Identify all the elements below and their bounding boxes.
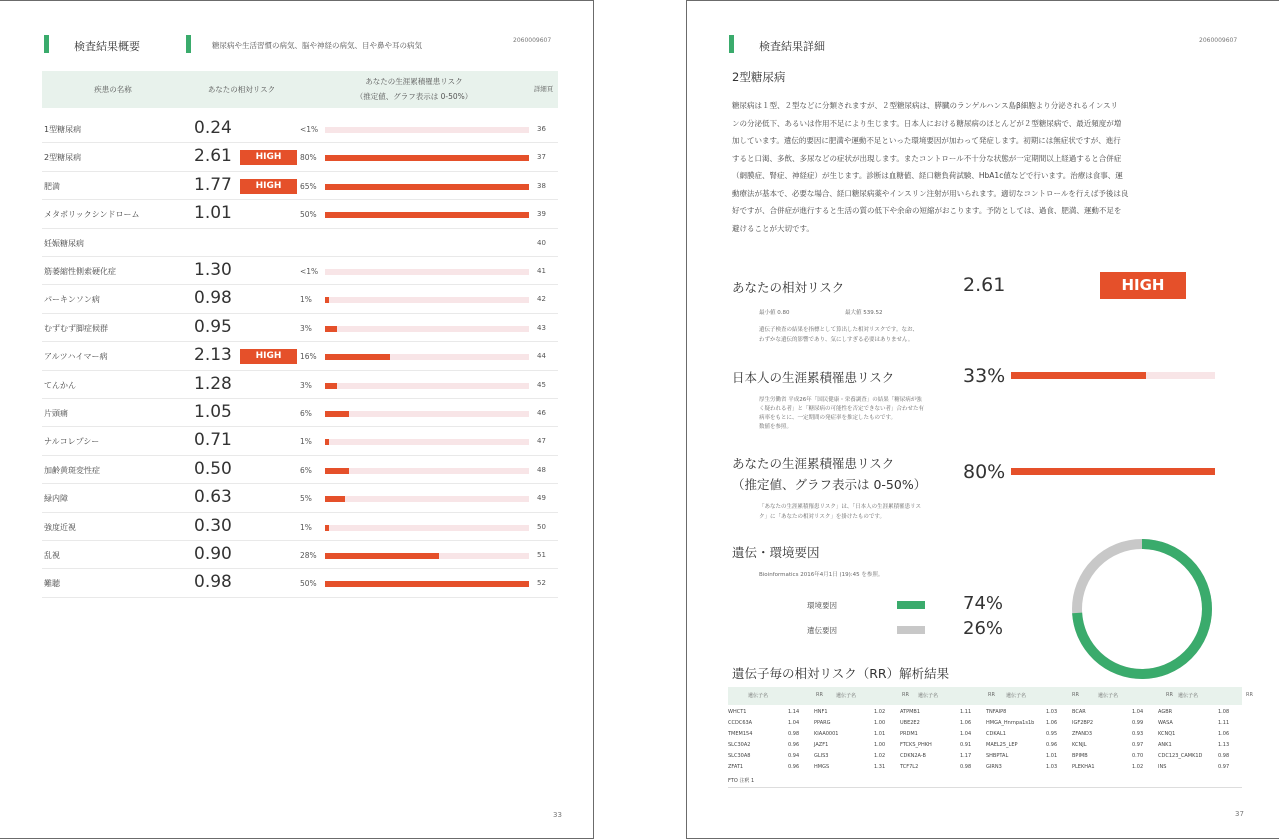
gene-table-header xyxy=(728,687,1253,705)
gene-rr-cell: 1.01 xyxy=(1046,753,1058,759)
rr-col-header: RR xyxy=(988,692,995,698)
lifetime-risk-percent: 3% xyxy=(300,380,312,390)
table-row xyxy=(42,200,558,228)
rr-col-header: RR xyxy=(1166,692,1173,698)
right-page xyxy=(686,0,1279,839)
gene-name-cell: JAZF1 xyxy=(814,742,829,748)
relative-risk-value: 0.71 xyxy=(194,430,232,451)
gene-name-cell: TCF7L2 xyxy=(900,764,919,770)
table-row xyxy=(42,541,558,569)
table-row xyxy=(42,172,558,200)
detail-page-link[interactable]: 45 xyxy=(537,380,546,389)
relative-risk-value: 0.95 xyxy=(194,316,232,337)
lifetime-risk-percent: 1% xyxy=(300,437,312,447)
genetic-env-label: 遺伝・環境要因 xyxy=(732,545,820,560)
disease-name: 片頭痛 xyxy=(44,409,68,418)
gene-rr-cell: 1.17 xyxy=(960,753,972,759)
table-row xyxy=(42,513,558,541)
lifetime-risk-percent: <1% xyxy=(300,125,319,134)
detail-page-link[interactable]: 41 xyxy=(537,267,546,275)
lifetime-risk-track xyxy=(325,184,529,190)
gene-rr-cell: 1.01 xyxy=(874,731,886,737)
relative-risk-value: 1.30 xyxy=(194,260,232,280)
gene-name-cell: ATPMB1 xyxy=(900,709,921,715)
gene-rr-cell: 0.96 xyxy=(788,742,800,748)
gene-name-cell: HMGA_Hnrnpa1s1b xyxy=(986,720,1035,726)
gene-name-cell: PLEKHA1 xyxy=(1072,764,1095,770)
detail-page-link[interactable]: 40 xyxy=(537,238,546,247)
lifetime-risk-track xyxy=(325,525,529,531)
document-id: 2060009607 xyxy=(513,37,552,44)
relative-risk-value: 2.13 xyxy=(194,345,232,366)
gene-rr-cell: 0.99 xyxy=(1132,720,1144,726)
your-risk-track xyxy=(1011,468,1215,475)
table-row xyxy=(42,484,558,512)
lifetime-risk-percent: 80% xyxy=(300,153,317,163)
gene-name-cell: GIRN3 xyxy=(986,764,1002,770)
gene-rr-cell: 1.04 xyxy=(960,731,972,737)
table-row xyxy=(42,427,558,455)
gene-name-cell: CDC123_CAMK1D xyxy=(1158,753,1203,759)
rr-col-header: RR xyxy=(1072,692,1079,698)
detail-page-link[interactable]: 48 xyxy=(537,465,546,474)
disease-name: 1型糖尿病 xyxy=(44,125,82,134)
lifetime-risk-track xyxy=(325,383,529,389)
lifetime-risk-track xyxy=(325,127,529,133)
lifetime-risk-percent: 65% xyxy=(300,181,317,191)
gene-name-cell: AGBR xyxy=(1158,709,1173,715)
table-row xyxy=(42,285,558,313)
gene-name-cell: CDKN2A-B xyxy=(900,753,926,759)
lifetime-risk-track xyxy=(325,297,529,303)
table-row xyxy=(42,569,558,597)
gene-name-cell: SHBPTAL xyxy=(986,753,1009,759)
title-accent-bar xyxy=(44,35,49,53)
disease-name: 加齢黄斑変性症 xyxy=(44,465,100,475)
gene-rr-cell: 0.96 xyxy=(788,764,800,770)
detail-page-link[interactable]: 36 xyxy=(537,125,546,133)
gene-name-cell: BCAR xyxy=(1072,709,1086,715)
gene-rr-cell: 1.08 xyxy=(1218,709,1230,715)
relative-risk-value: 0.30 xyxy=(194,515,232,536)
gene-name-cell: IGF2BP2 xyxy=(1072,720,1094,726)
your-risk-note-2: ク」に「あなたの相対リスク」を掛けたものです。 xyxy=(759,514,885,520)
max-value-label xyxy=(845,309,883,318)
disease-name: 肥満 xyxy=(44,181,60,191)
gene-name-cell: KCNJL xyxy=(1072,742,1087,748)
relative-risk-value: 0.98 xyxy=(194,288,232,309)
description-line: すると口渇、多飲、多尿などの症状が出現します。またコントロール不十分な状態が一定期間以上経過すると合併症 xyxy=(732,153,1122,163)
header-lifetime-risk-line1: あなたの生涯累積罹患リスク xyxy=(365,77,463,86)
gene-name-cell: PRDM1 xyxy=(900,731,918,737)
lifetime-risk-percent: 5% xyxy=(300,494,312,504)
detail-page-link[interactable]: 47 xyxy=(537,437,546,446)
gene-rr-cell: 1.06 xyxy=(1218,731,1230,737)
gene-name-cell: CDKAL1 xyxy=(986,731,1006,737)
header-detail-page: 詳細頁 xyxy=(533,85,554,93)
gene-rr-cell: 1.06 xyxy=(1046,720,1058,726)
lifetime-risk-percent: <1% xyxy=(300,267,319,276)
japanese-risk-value: 33% xyxy=(963,365,1006,387)
disease-name: 難聴 xyxy=(44,579,60,589)
gene-name-cell: PPARG xyxy=(814,720,831,726)
gene-table-footnote: FTO 注釈 1 xyxy=(728,778,755,784)
detail-page-link[interactable]: 42 xyxy=(537,295,546,304)
gene-rr-cell: 1.00 xyxy=(874,742,886,748)
gene-name-cell: CCDC63A xyxy=(728,720,753,726)
lifetime-risk-track xyxy=(325,326,529,332)
env-factor-value: 74% xyxy=(963,593,1004,614)
gene-name-cell: MAEL25_LEP xyxy=(986,742,1018,748)
gene-rr-cell: 0.97 xyxy=(1132,742,1144,748)
relative-risk-note-2: わずかな遺伝的影響であり、気にしすぎる必要はありません。 xyxy=(759,337,914,343)
lifetime-risk-track xyxy=(325,439,529,445)
gene-name-cell: BPIMB xyxy=(1072,753,1088,759)
table-row xyxy=(42,229,558,257)
lifetime-risk-fill xyxy=(325,383,337,389)
relative-risk-value: 0.90 xyxy=(194,544,232,564)
high-badge: HIGH xyxy=(240,179,297,194)
table-row xyxy=(42,257,558,285)
min-label: 最小値 xyxy=(759,310,776,316)
gene-name-cell: SLC30A8 xyxy=(728,753,751,759)
gene-name-cell: ANK1 xyxy=(1158,742,1172,748)
detail-page-link[interactable]: 51 xyxy=(537,551,546,559)
your-risk-label-2: （推定値、グラフ表示は 0-50%） xyxy=(732,477,927,492)
lifetime-risk-track xyxy=(325,496,529,502)
max-value: 539.52 xyxy=(863,310,883,316)
japanese-risk-note-2: く疑われる者」と「糖尿病の可能性を否定できない者」合わせた有 xyxy=(759,406,925,412)
gene-name-cell: GLIS3 xyxy=(814,753,829,759)
relative-risk-value: 0.24 xyxy=(194,118,232,138)
table-row xyxy=(42,115,558,143)
env-factor-swatch xyxy=(897,601,925,609)
left-page xyxy=(0,0,594,839)
disease-name: 妊娠糖尿病 xyxy=(44,238,84,248)
max-label: 最大値 xyxy=(845,310,862,316)
table-row xyxy=(42,342,558,370)
gene-rr-cell: 1.13 xyxy=(1218,742,1230,748)
gene-rr-cell: 0.91 xyxy=(960,742,972,748)
gene-rr-cell: 1.03 xyxy=(1046,709,1058,715)
table-header xyxy=(42,71,558,108)
description-line: 加しています。遺伝的要因に肥満や運動不足といった環境要因が加わって発症します。初期には無症状ですが、進行 xyxy=(732,136,1121,145)
gene-table-divider xyxy=(728,787,1242,788)
relative-risk-value: 0.98 xyxy=(194,572,232,593)
relative-risk-value: 1.28 xyxy=(194,373,232,394)
lifetime-risk-track xyxy=(325,411,529,417)
gene-col-header: 遺伝子名 xyxy=(918,693,939,699)
gene-rr-cell: 0.98 xyxy=(1218,753,1230,759)
japanese-risk-note-4: 数値を参照。 xyxy=(759,424,793,430)
gene-name-cell: SLC30A2 xyxy=(728,742,751,748)
table-row xyxy=(42,399,558,427)
relative-risk-value: 1.05 xyxy=(194,402,232,422)
high-badge: HIGH xyxy=(1100,272,1186,299)
lifetime-risk-fill xyxy=(325,496,345,502)
detail-page-link[interactable]: 49 xyxy=(537,494,546,503)
relative-risk-value: 2.61 xyxy=(963,274,1006,296)
lifetime-risk-track xyxy=(325,354,529,360)
gene-rr-cell: 0.97 xyxy=(1218,764,1230,770)
header-relative-risk: あなたの相対リスク xyxy=(207,85,276,94)
lifetime-risk-fill xyxy=(325,553,439,559)
japanese-risk-note-3: 病率をもとに、一定期間の発症率を推定したものです。 xyxy=(759,415,897,421)
disease-name: メタボリックシンドローム xyxy=(44,210,140,220)
disease-name: ナルコレプシー xyxy=(44,437,100,447)
genetic-env-source: Bioinformatics 2016年4月1日 (19):45 を参照。 xyxy=(759,572,884,578)
header-lifetime-risk-line2: （推定値、グラフ表示は 0-50%） xyxy=(355,92,473,101)
table-row xyxy=(42,143,558,171)
description-line: 好ですが、合併症が進行すると生活の質の低下や余命の短縮がおこります。予防としては、過食、肥満、運動不足を xyxy=(732,206,1122,215)
lifetime-risk-track xyxy=(325,269,529,275)
gene-name-cell: KIAA0001 xyxy=(814,731,839,737)
your-risk-fill xyxy=(1011,468,1215,475)
description-line: 避けることが大切です。 xyxy=(732,223,814,233)
lifetime-risk-fill xyxy=(325,439,329,445)
lifetime-risk-track xyxy=(325,212,529,218)
lifetime-risk-percent: 28% xyxy=(300,551,317,560)
lifetime-risk-track xyxy=(325,581,529,587)
page-subtitle: 糖尿病や生活習慣の病気、脳や神経の病気、目や鼻や耳の病気 xyxy=(212,41,422,50)
gen-factor-label: 遺伝要因 xyxy=(807,626,837,635)
japanese-risk-track xyxy=(1011,372,1215,379)
your-risk-label-1: あなたの生涯累積罹患リスク xyxy=(732,456,895,471)
gene-rr-cell: 1.00 xyxy=(874,720,886,726)
japanese-risk-label: 日本人の生涯累積罹患リスク xyxy=(732,370,895,385)
lifetime-risk-percent: 6% xyxy=(300,465,312,475)
table-row xyxy=(42,456,558,484)
gene-rr-cell: 0.93 xyxy=(1132,731,1144,737)
gene-rr-cell: 1.14 xyxy=(788,709,800,715)
relative-risk-value: 0.50 xyxy=(194,458,232,479)
lifetime-risk-percent: 1% xyxy=(300,522,312,532)
detail-page-link[interactable]: 52 xyxy=(537,579,546,588)
relative-risk-note-1: 遺伝子検査の結果を指標として算出した相対リスクです。なお、 xyxy=(759,327,918,333)
description-line: （網膜症、腎症、神経症）が生じます。診断は血糖値、経口糖負荷試験、HbA1c値などで行います。治療は食事、運 xyxy=(732,171,1123,180)
lifetime-risk-track xyxy=(325,553,529,559)
gene-name-cell: TMEM154 xyxy=(728,731,753,737)
lifetime-risk-track xyxy=(325,155,529,161)
lifetime-risk-fill xyxy=(325,525,329,531)
lifetime-risk-percent: 50% xyxy=(300,579,317,589)
lifetime-risk-fill xyxy=(325,297,329,303)
gene-name-cell: HMGS xyxy=(814,764,830,770)
disease-name: 緑内障 xyxy=(44,494,68,504)
gene-name-cell: INS xyxy=(1158,764,1167,770)
high-badge: HIGH xyxy=(240,349,297,364)
disease-name: 2型糖尿病 xyxy=(44,153,82,163)
rr-col-header: RR xyxy=(1246,692,1253,698)
gene-rr-cell: 0.98 xyxy=(788,731,800,737)
table-row xyxy=(42,371,558,399)
disease-name: 乱視 xyxy=(44,551,60,560)
disease-name: アルツハイマー病 xyxy=(44,352,108,362)
relative-risk-value: 1.77 xyxy=(194,174,232,195)
gene-rr-cell: 1.03 xyxy=(1046,764,1058,770)
description-line: 動療法が基本で、必要な場合、経口糖尿病薬やインスリン注射が用いられます。適切なコントロールを行えば予後は良 xyxy=(732,188,1129,198)
lifetime-risk-track xyxy=(325,468,529,474)
gen-factor-swatch xyxy=(897,626,925,634)
gene-rr-cell: 1.11 xyxy=(960,709,972,715)
gene-rr-cell: 1.04 xyxy=(788,720,800,726)
lifetime-risk-percent: 50% xyxy=(300,210,317,220)
gen-factor-value: 26% xyxy=(963,618,1004,639)
disease-name: 2型糖尿病 xyxy=(732,70,786,84)
description-line: 糖尿病は１型、２型などに分類されますが、２型糖尿病は、膵臓のランゲルハンス島β細胞より分泌されるインスリ xyxy=(732,101,1119,110)
lifetime-risk-percent: 1% xyxy=(300,295,312,305)
disease-name: 強度近視 xyxy=(44,522,76,532)
gene-rr-cell: 0.98 xyxy=(960,764,972,770)
lifetime-risk-fill xyxy=(325,468,349,474)
header-disease-name: 疾患の名称 xyxy=(94,85,132,94)
relative-risk-value: 1.01 xyxy=(194,203,232,224)
detail-page-link[interactable]: 44 xyxy=(537,352,546,361)
gene-name-cell: FTCKS_PHKH xyxy=(900,742,932,748)
lifetime-risk-percent: 16% xyxy=(300,352,317,362)
lifetime-risk-fill xyxy=(325,354,390,360)
disease-name: むずむず脚症候群 xyxy=(44,323,108,333)
disease-name: 筋萎縮性側索硬化症 xyxy=(44,267,116,276)
detail-page-link[interactable]: 46 xyxy=(537,409,546,417)
document-id: 2060009607 xyxy=(1199,37,1238,44)
gene-rr-cell: 1.11 xyxy=(1218,720,1230,726)
rr-col-header: RR xyxy=(816,692,823,698)
lifetime-risk-fill xyxy=(325,411,349,417)
page-number: 33 xyxy=(553,811,562,819)
table-row xyxy=(42,314,558,342)
rr-col-header: RR xyxy=(902,692,909,698)
gene-name-cell: ZFAT1 xyxy=(728,764,744,770)
lifetime-risk-fill xyxy=(325,184,529,190)
lifetime-risk-fill xyxy=(325,155,529,161)
your-risk-value: 80% xyxy=(963,461,1006,483)
page-title: 検査結果概要 xyxy=(74,40,140,53)
page-number-right: 37 xyxy=(1235,810,1244,818)
gene-col-header: 遺伝子名 xyxy=(1178,693,1199,699)
detail-page-link[interactable]: 50 xyxy=(537,522,546,531)
japanese-risk-note-1: 厚生労働省 平成26年「国民健康・栄養調査」の結果「糖尿病が強 xyxy=(759,397,922,403)
relative-risk-value: 2.61 xyxy=(194,146,232,167)
detail-page-link[interactable]: 38 xyxy=(537,181,546,190)
min-value-label xyxy=(759,309,790,318)
disease-description xyxy=(732,97,1252,237)
gene-name-cell: TNFAIP8 xyxy=(986,709,1007,715)
gene-rr-cell: 1.02 xyxy=(1132,764,1144,770)
gene-rr-cell: 0.94 xyxy=(788,753,800,759)
gene-name-cell: WHCT1 xyxy=(728,709,747,715)
gene-rr-cell: 0.96 xyxy=(1046,742,1058,748)
env-factor-label: 環境要因 xyxy=(807,601,837,610)
gene-table-title: 遺伝子毎の相対リスク（RR）解析結果 xyxy=(732,666,950,681)
lifetime-risk-percent: 6% xyxy=(300,409,312,418)
disease-name: パーキンソン病 xyxy=(44,295,100,305)
gene-name-cell: ZFAND3 xyxy=(1072,731,1093,737)
page-title: 検査結果詳細 xyxy=(759,40,825,53)
gene-rr-cell: 1.04 xyxy=(1132,709,1144,715)
lifetime-risk-fill xyxy=(325,581,529,587)
detail-page-link[interactable]: 39 xyxy=(537,210,546,219)
gene-rr-cell: 1.31 xyxy=(874,764,886,770)
lifetime-risk-fill xyxy=(325,326,337,332)
min-value: 0.80 xyxy=(777,310,790,316)
high-badge: HIGH xyxy=(240,150,297,165)
description-line: ンの分泌低下、あるいは作用不足により生じます。日本人における糖尿病のほとんどが２型糖尿病で、最近頻度が増 xyxy=(732,118,1122,128)
relative-risk-label: あなたの相対リスク xyxy=(732,280,845,295)
gene-col-header: 遺伝子名 xyxy=(1098,693,1119,699)
lifetime-risk-fill xyxy=(325,212,529,218)
gene-col-header: 遺伝子名 xyxy=(836,693,857,699)
gene-rr-cell: 0.95 xyxy=(1046,731,1058,737)
gene-col-header: 遺伝子名 xyxy=(748,693,769,699)
detail-page-link[interactable]: 37 xyxy=(537,153,546,162)
gene-col-header: 遺伝子名 xyxy=(1006,693,1027,699)
detail-page-link[interactable]: 43 xyxy=(537,323,546,332)
your-risk-note-1: 「あなたの生涯累積罹患リスク」は、「日本人の生涯累積罹患リス xyxy=(759,504,922,510)
relative-risk-value: 0.63 xyxy=(194,487,232,508)
genetic-env-donut xyxy=(1067,534,1217,684)
gene-rr-cell: 1.02 xyxy=(874,709,886,715)
gene-rr-cell: 1.06 xyxy=(960,720,972,726)
gene-name-cell: WASA xyxy=(1158,720,1173,726)
gene-name-cell: KCNQ1 xyxy=(1158,731,1176,737)
gene-name-cell: HNF1 xyxy=(814,709,828,715)
gene-name-cell: UBE2E2 xyxy=(900,720,920,726)
gene-rr-cell: 1.02 xyxy=(874,753,886,759)
japanese-risk-fill xyxy=(1011,372,1146,379)
lifetime-risk-percent: 3% xyxy=(300,323,312,333)
gene-rr-cell: 0.70 xyxy=(1132,753,1144,759)
disease-name: てんかん xyxy=(44,380,76,390)
title-accent-bar xyxy=(729,35,734,53)
subtitle-accent-bar xyxy=(186,35,191,53)
